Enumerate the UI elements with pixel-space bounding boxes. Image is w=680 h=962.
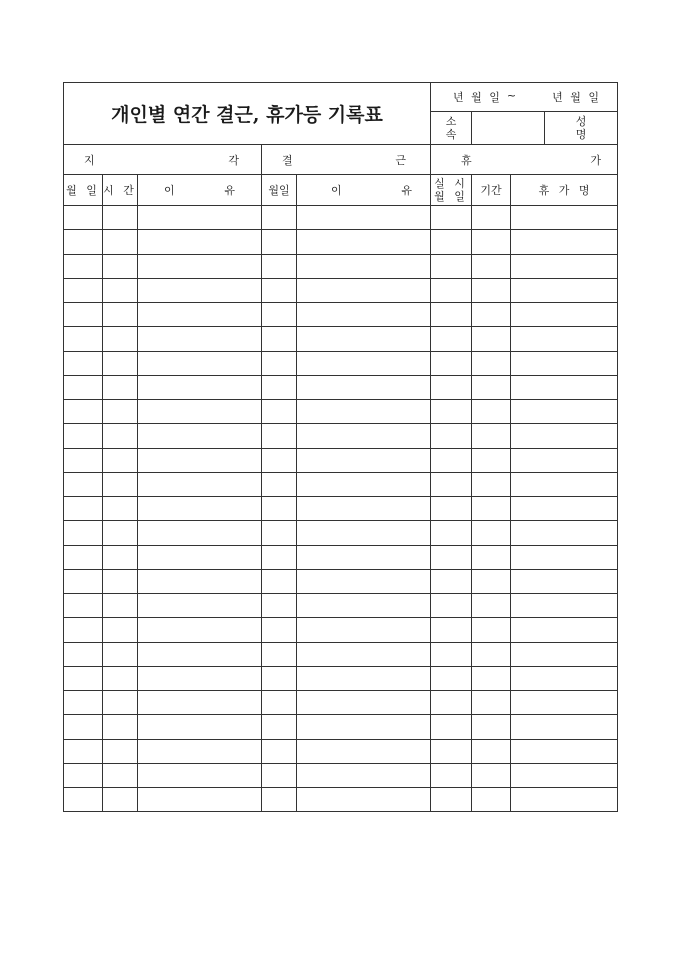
cell-leave-name[interactable] [511, 424, 618, 448]
cell-tardy-date[interactable] [64, 666, 103, 690]
cell-leave-name[interactable] [511, 327, 618, 351]
cell-tardy-date[interactable] [64, 472, 103, 496]
cell-tardy-date[interactable] [64, 327, 103, 351]
period-tilde: ~ [506, 89, 519, 102]
table-row [64, 206, 618, 230]
cell-tardy-reason[interactable] [138, 521, 262, 545]
cell-tardy-reason[interactable] [138, 400, 262, 424]
cell-absence-reason[interactable] [297, 521, 431, 545]
cell-tardy-date[interactable] [64, 497, 103, 521]
cell-absence-reason[interactable] [297, 739, 431, 763]
cell-absence-reason[interactable] [297, 303, 431, 327]
cell-leave-date[interactable] [431, 497, 472, 521]
cell-leave-date[interactable] [431, 351, 472, 375]
cell-leave-name[interactable] [511, 351, 618, 375]
cell-leave-period[interactable] [472, 739, 511, 763]
cell-leave-date[interactable] [431, 472, 472, 496]
cell-absence-date[interactable] [262, 351, 297, 375]
cell-leave-date[interactable] [431, 788, 472, 812]
cell-tardy-reason[interactable] [138, 254, 262, 278]
cell-leave-name[interactable] [511, 739, 618, 763]
cell-tardy-time[interactable] [103, 618, 138, 642]
cell-leave-period[interactable] [472, 666, 511, 690]
col-tardy-date: 월 일 [64, 175, 103, 206]
table-row [64, 400, 618, 424]
cell-leave-name[interactable] [511, 230, 618, 254]
cell-tardy-date[interactable] [64, 448, 103, 472]
cell-absence-date[interactable] [262, 666, 297, 690]
cell-tardy-time[interactable] [103, 642, 138, 666]
cell-leave-period[interactable] [472, 472, 511, 496]
cell-absence-reason[interactable] [297, 327, 431, 351]
cell-absence-reason[interactable] [297, 594, 431, 618]
cell-leave-name[interactable] [511, 448, 618, 472]
cell-leave-date[interactable] [431, 715, 472, 739]
cell-tardy-time[interactable] [103, 472, 138, 496]
table-row [64, 788, 618, 812]
cell-absence-reason[interactable] [297, 788, 431, 812]
period-to: 년 월 일 [552, 91, 602, 104]
annual-attendance-record-form [63, 82, 618, 812]
cell-absence-date[interactable] [262, 691, 297, 715]
cell-tardy-time[interactable] [103, 739, 138, 763]
cell-leave-name[interactable] [511, 618, 618, 642]
cell-tardy-reason[interactable] [138, 472, 262, 496]
cell-leave-name[interactable] [511, 206, 618, 230]
cell-leave-period[interactable] [472, 497, 511, 521]
table-row [64, 739, 618, 763]
cell-absence-reason[interactable] [297, 400, 431, 424]
period-cell [431, 83, 618, 112]
cell-leave-date[interactable] [431, 691, 472, 715]
cell-leave-period[interactable] [472, 691, 511, 715]
cell-leave-name[interactable] [511, 642, 618, 666]
cell-tardy-time[interactable] [103, 521, 138, 545]
table-row [64, 375, 618, 399]
cell-leave-name[interactable] [511, 375, 618, 399]
table-row [64, 230, 618, 254]
cell-absence-date[interactable] [262, 254, 297, 278]
cell-leave-date[interactable] [431, 254, 472, 278]
cell-tardy-date[interactable] [64, 618, 103, 642]
cell-absence-reason[interactable] [297, 666, 431, 690]
cell-leave-period[interactable] [472, 788, 511, 812]
cell-leave-period[interactable] [472, 594, 511, 618]
cell-absence-date[interactable] [262, 594, 297, 618]
table-row [64, 278, 618, 302]
cell-tardy-reason[interactable] [138, 545, 262, 569]
table-row [64, 521, 618, 545]
table-row [64, 472, 618, 496]
cell-leave-period[interactable] [472, 448, 511, 472]
col-absence-date: 월일 [262, 175, 297, 206]
cell-tardy-date[interactable] [64, 230, 103, 254]
cell-leave-period[interactable] [472, 642, 511, 666]
table-row [64, 545, 618, 569]
cell-tardy-time[interactable] [103, 351, 138, 375]
cell-absence-reason[interactable] [297, 569, 431, 593]
table-row [64, 691, 618, 715]
cell-leave-period[interactable] [472, 400, 511, 424]
cell-tardy-date[interactable] [64, 254, 103, 278]
cell-leave-period[interactable] [472, 351, 511, 375]
cell-absence-reason[interactable] [297, 448, 431, 472]
table-row [64, 569, 618, 593]
cell-tardy-time[interactable] [103, 303, 138, 327]
cell-leave-date[interactable] [431, 400, 472, 424]
cell-absence-reason[interactable] [297, 351, 431, 375]
cell-tardy-time[interactable] [103, 375, 138, 399]
cell-tardy-time[interactable] [103, 278, 138, 302]
cell-leave-date[interactable] [431, 278, 472, 302]
cell-tardy-date[interactable] [64, 545, 103, 569]
cell-leave-date[interactable] [431, 545, 472, 569]
cell-absence-reason[interactable] [297, 691, 431, 715]
cell-leave-name[interactable] [511, 278, 618, 302]
cell-absence-date[interactable] [262, 472, 297, 496]
cell-absence-reason[interactable] [297, 763, 431, 787]
cell-leave-name[interactable] [511, 763, 618, 787]
cell-leave-date[interactable] [431, 739, 472, 763]
col-absence-reason: 이 유 [297, 175, 431, 206]
cell-leave-period[interactable] [472, 715, 511, 739]
form-title: 개인별 연간 결근, 휴가등 기록표 [64, 83, 431, 145]
cell-tardy-date[interactable] [64, 569, 103, 593]
cell-tardy-time[interactable] [103, 254, 138, 278]
col-tardy-reason: 이 유 [138, 175, 262, 206]
cell-leave-name[interactable] [511, 303, 618, 327]
cell-leave-date[interactable] [431, 521, 472, 545]
table-row [64, 448, 618, 472]
cell-absence-date[interactable] [262, 569, 297, 593]
cell-absence-date[interactable] [262, 448, 297, 472]
cell-tardy-date[interactable] [64, 715, 103, 739]
cell-leave-date[interactable] [431, 424, 472, 448]
cell-tardy-reason[interactable] [138, 424, 262, 448]
cell-tardy-reason[interactable] [138, 375, 262, 399]
period-from: 년 월 일 [453, 91, 502, 104]
cell-leave-date[interactable] [431, 642, 472, 666]
cell-absence-reason[interactable] [297, 472, 431, 496]
cell-absence-reason[interactable] [297, 278, 431, 302]
table-row [64, 254, 618, 278]
col-leave-period: 기간 [472, 175, 511, 206]
cell-tardy-reason[interactable] [138, 691, 262, 715]
table-row [64, 618, 618, 642]
cell-tardy-time[interactable] [103, 424, 138, 448]
cell-tardy-reason[interactable] [138, 666, 262, 690]
cell-leave-name[interactable] [511, 569, 618, 593]
cell-leave-date[interactable] [431, 206, 472, 230]
cell-tardy-date[interactable] [64, 206, 103, 230]
cell-leave-date[interactable] [431, 763, 472, 787]
cell-absence-date[interactable] [262, 327, 297, 351]
cell-tardy-date[interactable] [64, 594, 103, 618]
cell-tardy-reason[interactable] [138, 715, 262, 739]
affiliation-label: 소 속 [431, 112, 472, 145]
cell-absence-date[interactable] [262, 739, 297, 763]
cell-absence-date[interactable] [262, 278, 297, 302]
section-leave: 휴 가 [431, 145, 618, 175]
cell-leave-period[interactable] [472, 424, 511, 448]
cell-tardy-time[interactable] [103, 594, 138, 618]
table-row [64, 715, 618, 739]
cell-leave-period[interactable] [472, 303, 511, 327]
cell-absence-reason[interactable] [297, 618, 431, 642]
cell-absence-date[interactable] [262, 424, 297, 448]
cell-tardy-date[interactable] [64, 424, 103, 448]
cell-leave-period[interactable] [472, 569, 511, 593]
cell-leave-date[interactable] [431, 230, 472, 254]
cell-leave-period[interactable] [472, 230, 511, 254]
cell-tardy-time[interactable] [103, 715, 138, 739]
cell-absence-date[interactable] [262, 763, 297, 787]
cell-leave-date[interactable] [431, 666, 472, 690]
cell-absence-date[interactable] [262, 642, 297, 666]
cell-leave-date[interactable] [431, 327, 472, 351]
cell-leave-period[interactable] [472, 206, 511, 230]
cell-leave-date[interactable] [431, 569, 472, 593]
name-label: 성 명 [545, 112, 618, 145]
cell-leave-date[interactable] [431, 375, 472, 399]
cell-tardy-reason[interactable] [138, 230, 262, 254]
cell-tardy-reason[interactable] [138, 448, 262, 472]
cell-tardy-reason[interactable] [138, 594, 262, 618]
cell-absence-date[interactable] [262, 303, 297, 327]
cell-tardy-date[interactable] [64, 303, 103, 327]
cell-tardy-date[interactable] [64, 375, 103, 399]
cell-tardy-date[interactable] [64, 642, 103, 666]
cell-tardy-reason[interactable] [138, 327, 262, 351]
cell-leave-name[interactable] [511, 666, 618, 690]
table-row [64, 497, 618, 521]
cell-absence-date[interactable] [262, 206, 297, 230]
cell-tardy-time[interactable] [103, 230, 138, 254]
cell-leave-date[interactable] [431, 618, 472, 642]
col-leave-date: 실 시 월 일 [431, 175, 472, 206]
cell-tardy-date[interactable] [64, 400, 103, 424]
cell-absence-date[interactable] [262, 618, 297, 642]
cell-tardy-time[interactable] [103, 545, 138, 569]
cell-leave-period[interactable] [472, 254, 511, 278]
cell-leave-date[interactable] [431, 448, 472, 472]
cell-absence-date[interactable] [262, 375, 297, 399]
col-leave-name: 휴 가 명 [511, 175, 618, 206]
cell-leave-period[interactable] [472, 521, 511, 545]
cell-absence-date[interactable] [262, 545, 297, 569]
cell-tardy-reason[interactable] [138, 569, 262, 593]
cell-absence-reason[interactable] [297, 545, 431, 569]
cell-leave-period[interactable] [472, 545, 511, 569]
table-row [64, 594, 618, 618]
cell-tardy-reason[interactable] [138, 206, 262, 230]
cell-absence-date[interactable] [262, 788, 297, 812]
cell-absence-reason[interactable] [297, 254, 431, 278]
cell-tardy-reason[interactable] [138, 739, 262, 763]
cell-leave-name[interactable] [511, 254, 618, 278]
col-tardy-time: 시 간 [103, 175, 138, 206]
table-row [64, 666, 618, 690]
cell-absence-date[interactable] [262, 230, 297, 254]
cell-tardy-reason[interactable] [138, 763, 262, 787]
cell-leave-name[interactable] [511, 788, 618, 812]
cell-absence-date[interactable] [262, 715, 297, 739]
cell-tardy-reason[interactable] [138, 618, 262, 642]
cell-leave-name[interactable] [511, 472, 618, 496]
affiliation-field[interactable] [472, 112, 545, 145]
cell-tardy-date[interactable] [64, 351, 103, 375]
cell-tardy-time[interactable] [103, 691, 138, 715]
cell-tardy-reason[interactable] [138, 303, 262, 327]
cell-leave-name[interactable] [511, 521, 618, 545]
cell-leave-name[interactable] [511, 715, 618, 739]
cell-tardy-date[interactable] [64, 763, 103, 787]
cell-absence-reason[interactable] [297, 715, 431, 739]
cell-leave-period[interactable] [472, 327, 511, 351]
cell-leave-name[interactable] [511, 400, 618, 424]
table-row [64, 303, 618, 327]
cell-tardy-reason[interactable] [138, 278, 262, 302]
cell-leave-period[interactable] [472, 278, 511, 302]
table-row [64, 351, 618, 375]
cell-tardy-date[interactable] [64, 521, 103, 545]
cell-leave-date[interactable] [431, 303, 472, 327]
cell-tardy-reason[interactable] [138, 351, 262, 375]
table-row [64, 642, 618, 666]
cell-tardy-date[interactable] [64, 278, 103, 302]
table-row [64, 763, 618, 787]
cell-tardy-date[interactable] [64, 739, 103, 763]
cell-tardy-time[interactable] [103, 497, 138, 521]
cell-tardy-reason[interactable] [138, 642, 262, 666]
cell-leave-period[interactable] [472, 375, 511, 399]
cell-leave-period[interactable] [472, 618, 511, 642]
cell-absence-reason[interactable] [297, 497, 431, 521]
cell-leave-date[interactable] [431, 594, 472, 618]
cell-leave-period[interactable] [472, 763, 511, 787]
cell-absence-reason[interactable] [297, 424, 431, 448]
cell-absence-date[interactable] [262, 497, 297, 521]
cell-tardy-time[interactable] [103, 666, 138, 690]
cell-leave-name[interactable] [511, 691, 618, 715]
cell-tardy-time[interactable] [103, 569, 138, 593]
cell-leave-name[interactable] [511, 497, 618, 521]
section-tardy: 지 각 [64, 145, 262, 175]
cell-tardy-time[interactable] [103, 206, 138, 230]
cell-tardy-time[interactable] [103, 788, 138, 812]
cell-tardy-time[interactable] [103, 327, 138, 351]
table-row [64, 327, 618, 351]
cell-tardy-time[interactable] [103, 400, 138, 424]
cell-absence-reason[interactable] [297, 375, 431, 399]
cell-absence-reason[interactable] [297, 206, 431, 230]
cell-absence-date[interactable] [262, 521, 297, 545]
cell-tardy-reason[interactable] [138, 497, 262, 521]
cell-leave-name[interactable] [511, 545, 618, 569]
cell-leave-name[interactable] [511, 594, 618, 618]
cell-tardy-time[interactable] [103, 448, 138, 472]
section-absence: 결 근 [262, 145, 431, 175]
cell-absence-reason[interactable] [297, 642, 431, 666]
cell-tardy-time[interactable] [103, 763, 138, 787]
cell-absence-date[interactable] [262, 400, 297, 424]
table-row [64, 424, 618, 448]
cell-tardy-reason[interactable] [138, 788, 262, 812]
cell-tardy-date[interactable] [64, 788, 103, 812]
cell-tardy-date[interactable] [64, 691, 103, 715]
cell-absence-reason[interactable] [297, 230, 431, 254]
